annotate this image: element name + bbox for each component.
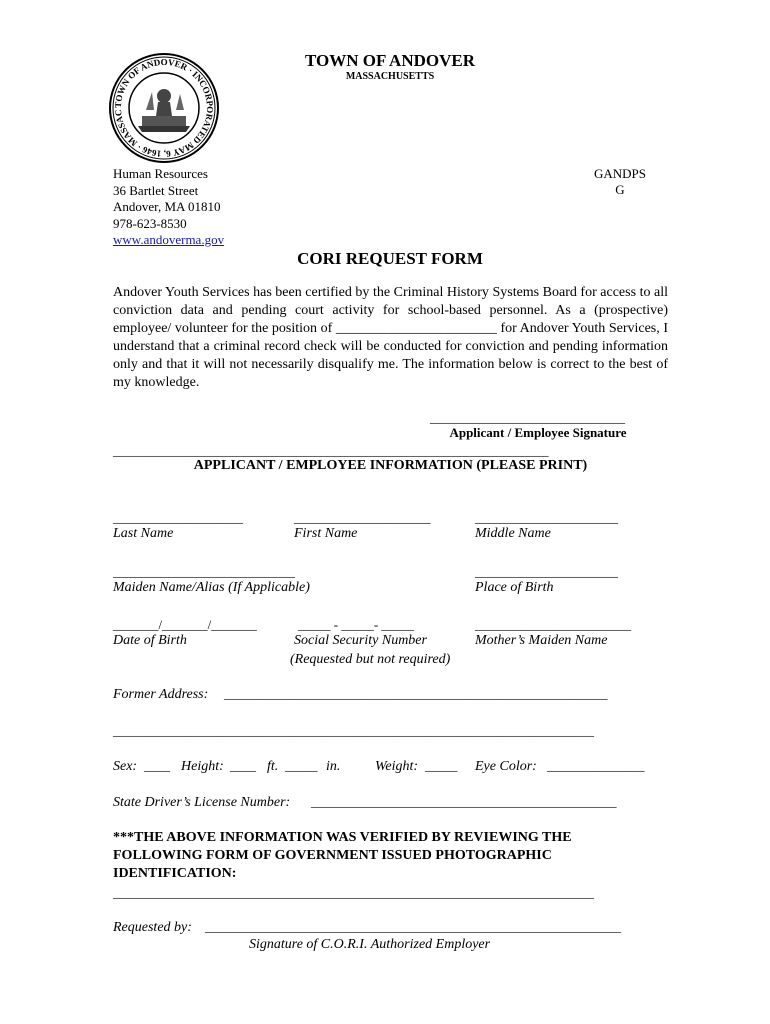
requested-by-field[interactable]: ________________________________________________________________ <box>205 919 621 934</box>
former-address-label: Former Address: <box>113 687 209 702</box>
height-inches-field[interactable]: _____ <box>285 758 318 773</box>
ssn-note: (Requested but not required) <box>290 652 451 667</box>
feet-label: ft. <box>267 759 279 774</box>
id-type-field[interactable]: __________________________________________________________________________ <box>113 885 594 900</box>
date-of-birth-label: Date of Birth <box>113 633 187 648</box>
last-name-label: Last Name <box>113 526 174 541</box>
eye-color-label: Eye Color: <box>475 759 537 774</box>
dept-name: Human Resources <box>113 166 208 181</box>
verification-notice: ***THE ABOVE INFORMATION WAS VERIFIED BY REVIEWING THE FOLLOWING FORM OF GOVERNMENT ISSUED PHOTOGRAPHIC IDENTIFICATION: <box>113 830 572 881</box>
date-of-birth-field[interactable]: _______/_______/_______ <box>113 617 257 632</box>
eye-color-field[interactable]: _______________ <box>547 758 645 773</box>
street-address: 36 Bartlet Street <box>113 182 199 198</box>
applicant-signature-line[interactable]: ______________________________ <box>430 410 625 425</box>
form-code-line1: GANDPS <box>593 166 646 181</box>
first-name-field[interactable]: _____________________ <box>294 510 431 525</box>
middle-name-field[interactable]: ______________________ <box>475 510 618 525</box>
maiden-name-label: Maiden Name/Alias (If Applicable) <box>113 580 310 595</box>
height-feet-field[interactable]: ____ <box>230 758 256 773</box>
seal-text: TOWN OF ANDOVER · INCORPORATED MAY 6, 1646 · MASSAC <box>112 56 216 160</box>
inches-label: in. <box>326 759 341 774</box>
employer-signature-label: Signature of C.O.R.I. Authorized Employer <box>249 937 491 952</box>
middle-name-label: Middle Name <box>475 526 551 541</box>
form-title: CORI REQUEST FORM <box>297 249 483 268</box>
last-name-field[interactable]: ____________________ <box>113 510 243 525</box>
ssn-label: Social Security Number <box>294 633 427 648</box>
place-of-birth-label: Place of Birth <box>475 580 554 595</box>
section-heading: APPLICANT / EMPLOYEE INFORMATION (PLEASE PRINT) <box>193 458 588 473</box>
town-seal <box>108 52 220 164</box>
weight-field[interactable]: _____ <box>425 758 458 773</box>
mother-maiden-field[interactable]: ________________________ <box>475 617 631 632</box>
form-code <box>560 166 680 198</box>
license-label: State Driver’s License Number: <box>113 795 291 810</box>
website-link[interactable]: www.andoverma.gov <box>113 232 225 247</box>
requested-by-label: Requested by: <box>113 920 192 935</box>
sex-field[interactable]: ____ <box>144 758 170 773</box>
address-block <box>113 166 224 249</box>
height-label: Height: <box>181 759 224 774</box>
former-address-field-2[interactable]: __________________________________________________________________________ <box>113 723 594 738</box>
applicant-signature-label: Applicant / Employee Signature <box>449 425 627 440</box>
state-subtitle: MASSACHUSETTS <box>345 71 435 82</box>
weight-label: Weight: <box>375 759 419 774</box>
former-address-field[interactable]: ___________________________________________________________ <box>224 686 608 701</box>
sex-label: Sex: <box>113 759 138 774</box>
form-code-line2: G <box>615 182 625 197</box>
town-title: TOWN OF ANDOVER <box>304 51 476 70</box>
license-field[interactable]: _______________________________________________ <box>311 794 617 809</box>
ssn-field[interactable]: _____ - _____- _____ <box>298 617 414 632</box>
place-of-birth-field[interactable]: ______________________ <box>475 564 618 579</box>
maiden-name-field[interactable]: ____________________________ <box>113 564 295 579</box>
phone-number: 978-623-8530 <box>113 215 187 231</box>
first-name-label: First Name <box>294 526 358 541</box>
intro-paragraph: Andover Youth Services has been certified by the Criminal History Systems Board for access to all conviction data and pending court activity for school-based personnel. As a (prospective) employee/ volunteer for the position of _______________________ for Andover Youth Services, I understand that a criminal record check will be conducted for conviction and pending information only and that it will not necessarily disqualify me. The information below is correct to the best of my knowledge. <box>113 285 668 390</box>
section-divider: ___________________________________________________________________ <box>113 443 549 458</box>
mother-maiden-label: Mother’s Maiden Name <box>475 633 608 648</box>
city-state-zip: Andover, MA 01810 <box>113 199 221 214</box>
